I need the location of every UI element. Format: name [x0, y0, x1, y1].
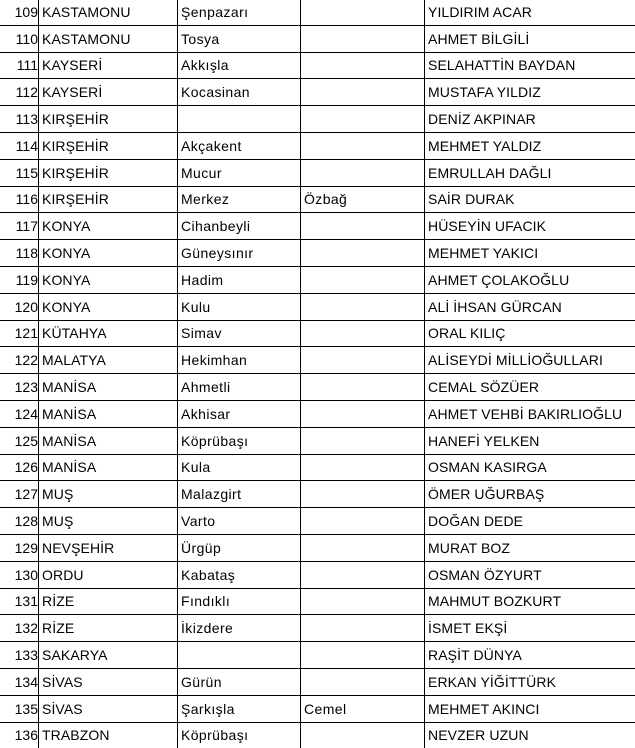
table-row: [0, 561, 635, 588]
town-cell[interactable]: [301, 106, 425, 133]
table-row: [0, 0, 635, 25]
name-cell[interactable]: OSMAN ÖZYURT: [425, 561, 635, 588]
name-cell[interactable]: SELAHATTİN BAYDAN: [425, 52, 635, 79]
table-row: [0, 52, 635, 79]
table-row: [0, 642, 635, 669]
table-row: [0, 159, 635, 186]
town-cell[interactable]: [301, 159, 425, 186]
table-row: [0, 615, 635, 642]
table-row: [0, 106, 635, 133]
province-cell[interactable]: MANİSA: [39, 400, 178, 427]
table-row: [0, 213, 635, 240]
province-cell[interactable]: KONYA: [39, 293, 178, 320]
row-number-cell[interactable]: 129: [0, 534, 39, 561]
row-number-cell[interactable]: 120: [0, 293, 39, 320]
province-cell[interactable]: KÜTAHYA: [39, 320, 178, 347]
town-cell[interactable]: Cemel: [301, 695, 425, 722]
province-cell[interactable]: KIRŞEHİR: [39, 106, 178, 133]
name-cell[interactable]: HÜSEYİN UFACIK: [425, 213, 635, 240]
district-cell[interactable]: Kabataş: [178, 561, 301, 588]
district-cell[interactable]: Kula: [178, 454, 301, 481]
town-cell[interactable]: [301, 25, 425, 52]
row-number-cell[interactable]: 114: [0, 132, 39, 159]
row-number-cell[interactable]: 111: [0, 52, 39, 79]
town-cell[interactable]: [301, 534, 425, 561]
row-number-cell[interactable]: 128: [0, 508, 39, 535]
province-cell[interactable]: KONYA: [39, 240, 178, 267]
name-cell[interactable]: MEHMET AKINCI: [425, 695, 635, 722]
table-row: [0, 240, 635, 267]
row-number-cell[interactable]: 112: [0, 79, 39, 106]
province-cell[interactable]: NEVŞEHİR: [39, 534, 178, 561]
name-cell[interactable]: MAHMUT BOZKURT: [425, 588, 635, 615]
town-cell[interactable]: [301, 722, 425, 748]
province-cell[interactable]: SİVAS: [39, 668, 178, 695]
town-cell[interactable]: [301, 588, 425, 615]
table-row: [0, 132, 635, 159]
name-cell[interactable]: DENİZ AKPINAR: [425, 106, 635, 133]
province-cell[interactable]: MUŞ: [39, 508, 178, 535]
district-cell[interactable]: Ürgüp: [178, 534, 301, 561]
table-row: [0, 400, 635, 427]
name-cell[interactable]: MURAT BOZ: [425, 534, 635, 561]
town-cell[interactable]: [301, 508, 425, 535]
row-number-cell[interactable]: 115: [0, 159, 39, 186]
row-number-cell[interactable]: 133: [0, 642, 39, 669]
name-cell[interactable]: OSMAN KASIRGA: [425, 454, 635, 481]
name-cell[interactable]: SAİR DURAK: [425, 186, 635, 213]
town-cell[interactable]: [301, 0, 425, 25]
district-cell[interactable]: Hadim: [178, 266, 301, 293]
row-number-cell[interactable]: 123: [0, 374, 39, 401]
row-number-cell[interactable]: 122: [0, 347, 39, 374]
district-cell[interactable]: [178, 106, 301, 133]
name-cell[interactable]: CEMAL SÖZÜER: [425, 374, 635, 401]
town-cell[interactable]: [301, 454, 425, 481]
town-cell[interactable]: [301, 615, 425, 642]
row-number-cell[interactable]: 127: [0, 481, 39, 508]
row-number-cell[interactable]: 113: [0, 106, 39, 133]
row-number-cell[interactable]: 135: [0, 695, 39, 722]
district-cell[interactable]: Ahmetli: [178, 374, 301, 401]
town-cell[interactable]: [301, 642, 425, 669]
province-cell[interactable]: MALATYA: [39, 347, 178, 374]
town-cell[interactable]: [301, 79, 425, 106]
district-cell[interactable]: Şenpazarı: [178, 0, 301, 25]
row-number-cell[interactable]: 130: [0, 561, 39, 588]
table-row: [0, 347, 635, 374]
row-number-cell[interactable]: 125: [0, 427, 39, 454]
district-cell[interactable]: Cihanbeyli: [178, 213, 301, 240]
town-cell[interactable]: [301, 132, 425, 159]
table-row: [0, 722, 635, 748]
town-cell[interactable]: [301, 266, 425, 293]
name-cell[interactable]: ÖMER UĞURBAŞ: [425, 481, 635, 508]
district-cell[interactable]: Fındıklı: [178, 588, 301, 615]
district-cell[interactable]: Kocasinan: [178, 79, 301, 106]
row-number-cell[interactable]: 119: [0, 266, 39, 293]
province-cell[interactable]: SAKARYA: [39, 642, 178, 669]
district-cell[interactable]: Tosya: [178, 25, 301, 52]
table-row: [0, 481, 635, 508]
province-cell[interactable]: KIRŞEHİR: [39, 186, 178, 213]
table-row: [0, 668, 635, 695]
table-row: [0, 588, 635, 615]
row-number-cell[interactable]: 131: [0, 588, 39, 615]
town-cell[interactable]: [301, 481, 425, 508]
district-cell[interactable]: Gürün: [178, 668, 301, 695]
name-cell[interactable]: AHMET BİLGİLİ: [425, 25, 635, 52]
district-cell[interactable]: Akkışla: [178, 52, 301, 79]
row-number-cell[interactable]: 109: [0, 0, 39, 25]
town-cell[interactable]: [301, 293, 425, 320]
province-cell[interactable]: KASTAMONU: [39, 0, 178, 25]
row-number-cell[interactable]: 118: [0, 240, 39, 267]
town-cell[interactable]: [301, 561, 425, 588]
name-cell[interactable]: MUSTAFA YILDIZ: [425, 79, 635, 106]
table-row: [0, 266, 635, 293]
district-cell[interactable]: Kulu: [178, 293, 301, 320]
province-cell[interactable]: KONYA: [39, 213, 178, 240]
table-row: [0, 79, 635, 106]
province-cell[interactable]: KASTAMONU: [39, 25, 178, 52]
row-number-cell[interactable]: 134: [0, 668, 39, 695]
province-cell[interactable]: SİVAS: [39, 695, 178, 722]
town-cell[interactable]: [301, 320, 425, 347]
province-cell[interactable]: KONYA: [39, 266, 178, 293]
name-cell[interactable]: RAŞİT DÜNYA: [425, 642, 635, 669]
name-cell[interactable]: MEHMET YAKICI: [425, 240, 635, 267]
row-number-cell[interactable]: 117: [0, 213, 39, 240]
town-cell[interactable]: [301, 52, 425, 79]
district-cell[interactable]: Malazgirt: [178, 481, 301, 508]
district-cell[interactable]: Akhisar: [178, 400, 301, 427]
table-row: [0, 374, 635, 401]
row-number-cell[interactable]: 132: [0, 615, 39, 642]
row-number-cell[interactable]: 126: [0, 454, 39, 481]
name-cell[interactable]: ORAL KILIÇ: [425, 320, 635, 347]
province-cell[interactable]: KAYSERİ: [39, 79, 178, 106]
name-cell[interactable]: EMRULLAH DAĞLI: [425, 159, 635, 186]
table-row: [0, 186, 635, 213]
row-number-cell[interactable]: 136: [0, 722, 39, 748]
district-cell[interactable]: Merkez: [178, 186, 301, 213]
district-cell[interactable]: Simav: [178, 320, 301, 347]
name-cell[interactable]: NEVZER UZUN: [425, 722, 635, 748]
district-cell[interactable]: Akçakent: [178, 132, 301, 159]
district-cell[interactable]: Şarkışla: [178, 695, 301, 722]
table-row: [0, 508, 635, 535]
province-cell[interactable]: KIRŞEHİR: [39, 159, 178, 186]
town-cell[interactable]: [301, 213, 425, 240]
district-cell[interactable]: Mucur: [178, 159, 301, 186]
table-row: [0, 25, 635, 52]
table-row: [0, 695, 635, 722]
name-cell[interactable]: AHMET VEHBİ BAKIRLIOĞLU: [425, 400, 635, 427]
name-cell[interactable]: ALİ İHSAN GÜRCAN: [425, 293, 635, 320]
table-row: [0, 427, 635, 454]
province-cell[interactable]: MANİSA: [39, 427, 178, 454]
town-cell[interactable]: Özbağ: [301, 186, 425, 213]
town-cell[interactable]: [301, 400, 425, 427]
district-cell[interactable]: Köprübaşı: [178, 722, 301, 748]
name-cell[interactable]: DOĞAN DEDE: [425, 508, 635, 535]
province-cell[interactable]: MANİSA: [39, 454, 178, 481]
row-number-cell[interactable]: 121: [0, 320, 39, 347]
province-cell[interactable]: MANİSA: [39, 374, 178, 401]
row-number-cell[interactable]: 110: [0, 25, 39, 52]
town-cell[interactable]: [301, 668, 425, 695]
town-cell[interactable]: [301, 427, 425, 454]
province-cell[interactable]: MUŞ: [39, 481, 178, 508]
district-cell[interactable]: Köprübaşı: [178, 427, 301, 454]
town-cell[interactable]: [301, 240, 425, 267]
town-cell[interactable]: [301, 347, 425, 374]
district-cell[interactable]: Varto: [178, 508, 301, 535]
name-cell[interactable]: ERKAN YİĞİTTÜRK: [425, 668, 635, 695]
district-cell[interactable]: Güneysınır: [178, 240, 301, 267]
table-row: [0, 534, 635, 561]
province-cell[interactable]: RİZE: [39, 615, 178, 642]
district-cell[interactable]: İkizdere: [178, 615, 301, 642]
province-cell[interactable]: TRABZON: [39, 722, 178, 748]
row-number-cell[interactable]: 124: [0, 400, 39, 427]
province-cell[interactable]: ORDU: [39, 561, 178, 588]
district-cell[interactable]: [178, 642, 301, 669]
table-row: [0, 293, 635, 320]
table-row: [0, 320, 635, 347]
name-cell[interactable]: MEHMET YALDIZ: [425, 132, 635, 159]
province-cell[interactable]: KIRŞEHİR: [39, 132, 178, 159]
name-cell[interactable]: İSMET EKŞİ: [425, 615, 635, 642]
town-cell[interactable]: [301, 374, 425, 401]
name-cell[interactable]: ALİSEYDİ MİLLİOĞULLARI: [425, 347, 635, 374]
table-row: [0, 454, 635, 481]
name-cell[interactable]: YILDIRIM ACAR: [425, 0, 635, 25]
district-cell[interactable]: Hekimhan: [178, 347, 301, 374]
name-cell[interactable]: AHMET ÇOLAKOĞLU: [425, 266, 635, 293]
row-number-cell[interactable]: 116: [0, 186, 39, 213]
province-cell[interactable]: KAYSERİ: [39, 52, 178, 79]
name-cell[interactable]: HANEFİ YELKEN: [425, 427, 635, 454]
province-cell[interactable]: RİZE: [39, 588, 178, 615]
